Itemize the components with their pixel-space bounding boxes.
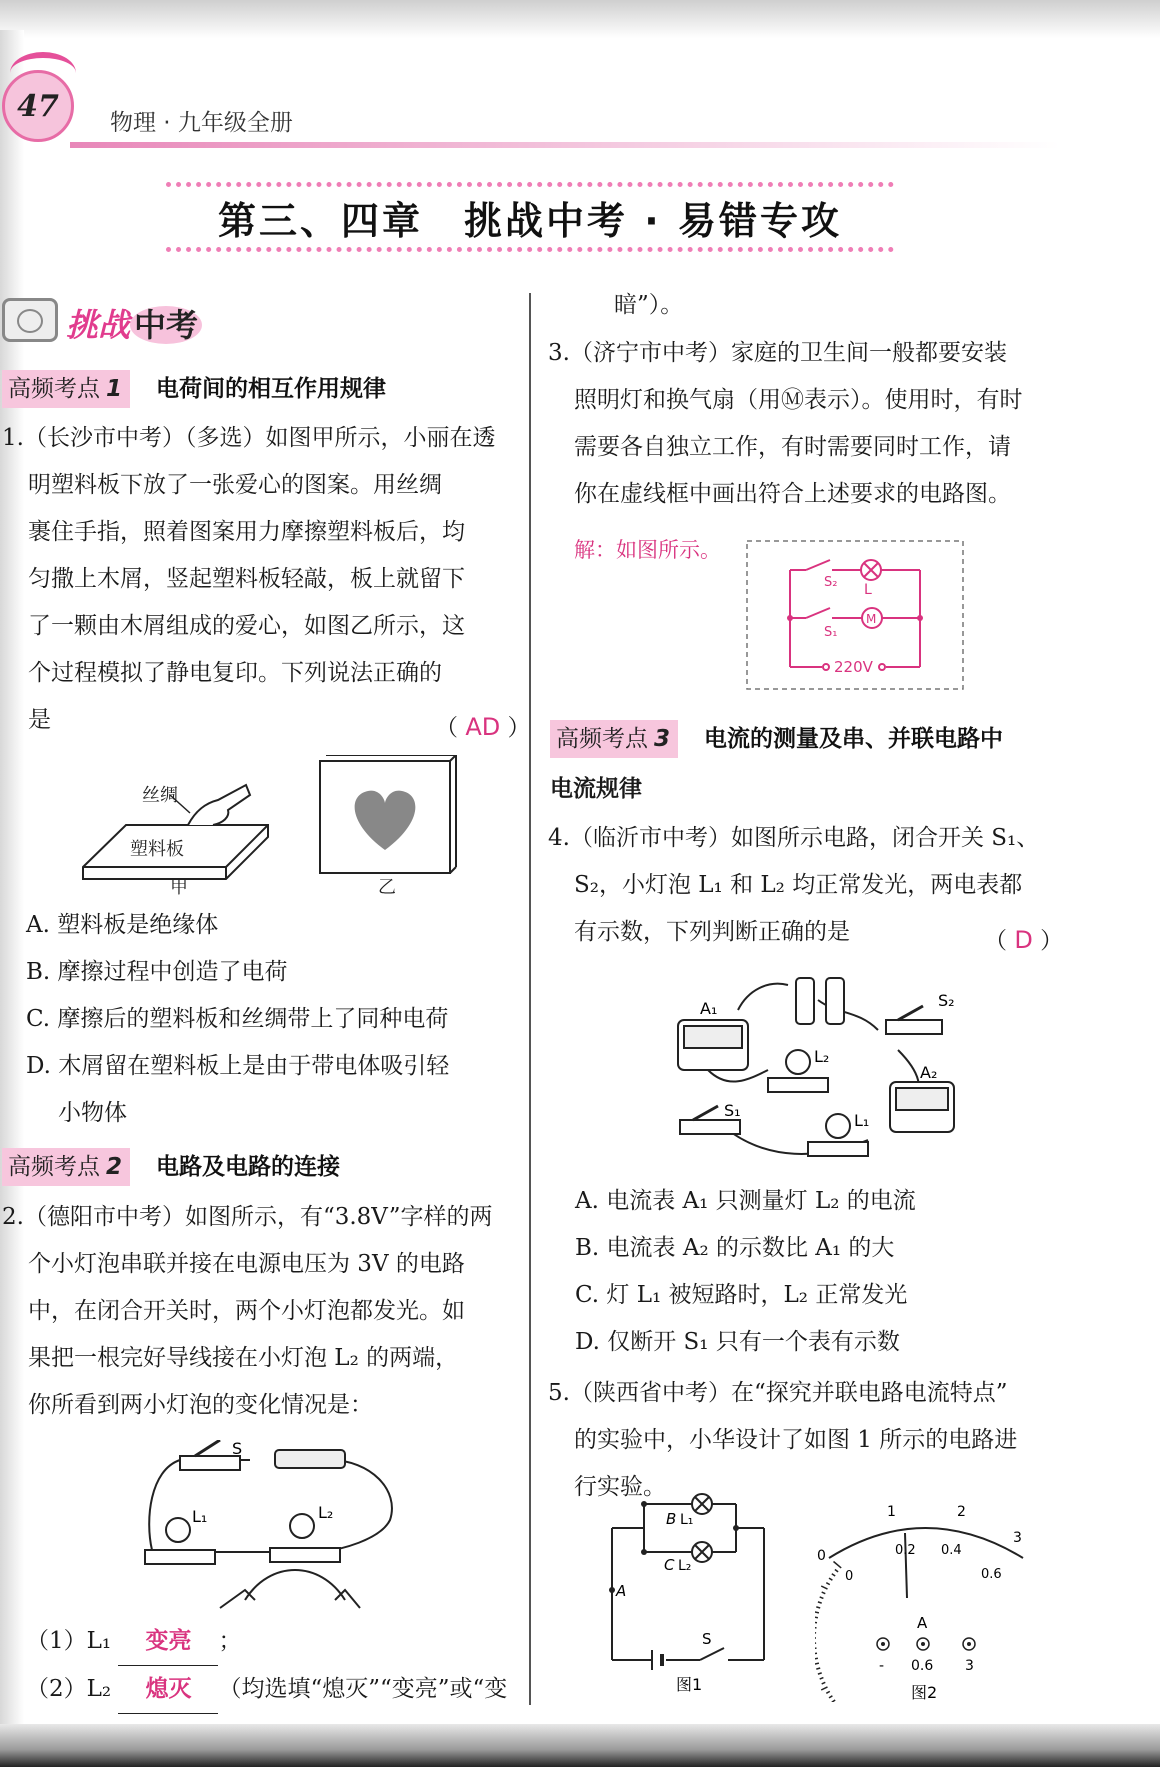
label-c: C — [664, 1556, 675, 1574]
key-point-tag — [2, 370, 130, 408]
bulb-l2-icon — [290, 1514, 314, 1538]
label-silk: 丝绸 — [142, 785, 178, 806]
meter-tick — [832, 1574, 835, 1576]
label-s: S — [702, 1630, 712, 1648]
battery-icon — [275, 1450, 345, 1468]
q5-line: 行实验。 — [574, 1474, 666, 1500]
left-shadow — [0, 30, 24, 1730]
q5-figure-2 — [815, 1488, 1035, 1702]
label-l1: L₁ — [192, 1507, 208, 1526]
short-wire — [245, 1570, 345, 1600]
meter-tick — [815, 1617, 818, 1618]
q4-option-a: A. 电流表 A₁ 只测量灯 L₂ 的电流 — [575, 1188, 916, 1214]
q4-options — [575, 1178, 1055, 1366]
q4-option-c: C. 灯 L₁ 被短路时，L₂ 正常发光 — [575, 1282, 908, 1308]
meter-tick — [829, 1578, 832, 1580]
meter-scale-arc — [829, 1528, 1023, 1558]
label-l1: L₁ — [854, 1111, 870, 1130]
terminal-06-label: 0.6 — [911, 1658, 934, 1674]
q3-circuit-diagram — [746, 540, 964, 690]
label-s1: S₁ — [724, 1101, 741, 1120]
q1-line: 裹住手指，照着图案用力摩擦塑料板后，均 — [28, 519, 465, 545]
q2-blank1-prefix: （1）L₁ — [26, 1628, 112, 1654]
q3-line: 需要各自独立工作，有时需要同时工作，请 — [574, 434, 1011, 460]
q3-line: 3.（济宁市中考）家庭的卫生间一般都要安装 — [548, 340, 1007, 366]
meter-tick — [821, 1586, 827, 1589]
column-divider — [529, 293, 531, 1705]
meter-tick — [832, 1700, 835, 1702]
label-b: B — [666, 1510, 677, 1528]
q2-line: 2.（德阳市中考）如图所示，有“3.8V”字样的两 — [2, 1204, 493, 1230]
key-point-3-cont — [550, 770, 642, 808]
q4-line: 4.（临沂市中考）如图所示电路，闭合开关 S₁、 — [548, 825, 1040, 851]
q2-line: 个小灯泡串联并接在电源电压为 3V 的电路 — [28, 1251, 465, 1277]
key-point-tag — [550, 720, 678, 758]
q1-option-b: B. 摩擦过程中创造了电荷 — [26, 959, 288, 985]
lamp-base-l2 — [768, 1078, 828, 1092]
q2-continuation: 暗”）。 — [614, 292, 684, 318]
meter-tick — [815, 1658, 818, 1659]
meter-tick — [821, 1687, 827, 1690]
meter-tick — [816, 1668, 820, 1669]
q2-line: 中，在闭合开关时，两个小灯泡都发光。如 — [28, 1298, 465, 1324]
q2-line: 你所看到两小灯泡的变化情况是： — [28, 1392, 373, 1418]
q4-answer-bracket: （ D ） — [984, 926, 1064, 954]
key-point-tag-text: 高频考点 — [556, 726, 648, 752]
label-l1: L₁ — [680, 1512, 694, 1528]
q1-option-d-cont: 小物体 — [58, 1100, 127, 1126]
q2-line: 果把一根完好导线接在小灯泡 L₂ 的两端， — [28, 1345, 459, 1371]
key-point-number: 2 — [106, 1154, 123, 1180]
tick-3-outer: 3 — [1013, 1530, 1022, 1546]
q4-figure — [668, 970, 968, 1170]
chapter-title-box — [166, 182, 894, 252]
q2-blank1-suffix: ； — [218, 1628, 242, 1654]
key-point-tag-text: 高频考点 — [8, 376, 100, 402]
label-jia: 甲 — [170, 877, 188, 895]
battery-1-icon — [796, 978, 814, 1024]
q4-option-d: D. 仅断开 S₁ 只有一个表有示数 — [575, 1329, 900, 1355]
q1-line: 是 — [28, 707, 51, 733]
key-point-tag-text: 高频考点 — [8, 1154, 100, 1180]
q4-line: 有示数，下列判断正确的是 — [574, 919, 850, 945]
q3-line: 你在虚线框中画出符合上述要求的电路图。 — [574, 481, 1011, 507]
meter-tick — [820, 1597, 824, 1599]
q4-option-b: B. 电流表 A₂ 的示数比 A₁ 的大 — [575, 1235, 895, 1261]
q1-option-d: D. 木屑留在塑料板上是由于带电体吸引轻 — [26, 1053, 450, 1079]
tick-1-outer: 1 — [887, 1504, 896, 1520]
label-s1: S₁ — [824, 625, 838, 640]
meter-tick — [822, 1682, 826, 1684]
label-board: 塑料板 — [130, 839, 184, 860]
bottom-shadow — [0, 1724, 1160, 1767]
q2-blank1-line — [26, 1618, 526, 1666]
meter-tick — [822, 1592, 826, 1594]
lamp-base-l1 — [145, 1550, 215, 1564]
header-rule — [70, 142, 1060, 148]
q1-line: 1.（长沙市中考）（多选）如图甲所示，小丽在透 — [2, 425, 496, 451]
label-l2: L₂ — [318, 1503, 334, 1522]
question-3 — [548, 330, 1068, 518]
meter-tick — [826, 1583, 830, 1585]
tick-0-outer: 0 — [817, 1548, 826, 1564]
meter-tick — [815, 1663, 819, 1665]
q1-line: 匀撒上木屑，竖起塑料板轻敲，板上就留下 — [28, 566, 465, 592]
q1-answer: AD — [465, 713, 501, 741]
q5-line: 的实验中，小华设计了如图 1 所示的电路进 — [574, 1427, 1018, 1453]
meter-tick — [815, 1653, 817, 1654]
switch-s — [180, 1456, 240, 1470]
q1-answer-bracket: （ AD ） — [435, 713, 531, 741]
key-point-2 — [2, 1148, 340, 1186]
key-point-tag — [2, 1148, 130, 1186]
page-number-badge — [2, 70, 74, 142]
label-s2: S₂ — [824, 575, 838, 590]
lamp-base-l2 — [270, 1548, 340, 1562]
label-l2: L₂ — [678, 1558, 692, 1574]
tick-0-inner: 0 — [845, 1569, 854, 1584]
book-title: 物理 · 九年级全册 — [110, 110, 293, 136]
top-shadow — [0, 0, 1160, 38]
bulb-l2-icon — [786, 1050, 810, 1074]
meter-tick — [816, 1607, 820, 1608]
bulb-l1-icon — [166, 1518, 190, 1542]
meter-tick — [835, 1570, 838, 1572]
switch-s2-icon — [886, 1020, 942, 1034]
q4-line: S₂，小灯泡 L₁ 和 L₂ 均正常发光，两电表都 — [574, 872, 1023, 898]
terminal-3-label: 3 — [965, 1658, 974, 1674]
q2-blank2-line — [26, 1666, 526, 1714]
key-point-name: 电荷间的相互作用规律 — [156, 376, 387, 402]
meter-tick — [818, 1602, 822, 1603]
q2-blank2-prefix: （2）L₂ — [26, 1676, 112, 1702]
q1-options — [26, 902, 516, 1137]
label-s2: S₂ — [938, 991, 955, 1010]
meter-tick — [815, 1622, 817, 1623]
page-number: 47 — [17, 88, 59, 124]
battery-2-icon — [826, 978, 844, 1024]
q5-line: 5.（陕西省中考）在“探究并联电路电流特点” — [548, 1380, 1008, 1406]
label-yi: 乙 — [378, 877, 396, 895]
unit-a: A — [917, 1614, 928, 1632]
q1-line: 明塑料板下放了一张爱心的图案。用丝绸 — [28, 472, 442, 498]
key-point-number: 1 — [106, 376, 123, 402]
label-m: M — [866, 612, 877, 626]
bulb-l1-icon — [826, 1114, 850, 1138]
label-a2: A₂ — [920, 1063, 938, 1082]
caption-fig1: 图1 — [676, 1675, 703, 1694]
q1-option-c: C. 摩擦后的塑料板和丝绸带上了同种电荷 — [26, 1006, 449, 1032]
meter-tick — [834, 1562, 842, 1568]
tick-02: 0.2 — [895, 1543, 916, 1558]
label-a: A — [616, 1582, 627, 1600]
key-point-name: 电流的测量及串、并联电路中 — [704, 726, 1004, 752]
switch-s1-icon — [680, 1120, 740, 1134]
key-point-name: 电路及电路的连接 — [156, 1154, 341, 1180]
q2-blanks — [26, 1618, 526, 1714]
q5-figure-1 — [600, 1490, 780, 1700]
tv-icon — [2, 298, 58, 342]
meter-tick — [815, 1611, 819, 1613]
tick-2-outer: 2 — [957, 1504, 966, 1520]
label-l: L — [864, 582, 872, 598]
tick-06: 0.6 — [981, 1567, 1002, 1582]
question-1 — [2, 415, 512, 744]
meter-tick — [829, 1696, 832, 1698]
q4-answer: D — [1014, 926, 1033, 954]
q1-line: 了一颗由木屑组成的爱心，如图乙所示，这 — [28, 613, 465, 639]
key-point-1 — [2, 370, 386, 408]
key-point-name-cont: 电流规律 — [550, 776, 642, 802]
section-heading-part1: 挑战 — [66, 306, 131, 344]
chapter-title: 第三、四章 挑战中考 · 易错专攻 — [218, 198, 842, 243]
q2-blank2-suffix: （均选填“熄灭”“变亮”或“变 — [218, 1676, 508, 1702]
question-2 — [2, 1194, 517, 1429]
terminal-minus-label: - — [879, 1658, 885, 1674]
q2-blank2-answer: 熄灭 — [118, 1666, 218, 1714]
q3-line: 照明灯和换气扇（用Ⓜ表示）。使用时，有时 — [574, 387, 1023, 413]
lamp-base-l1 — [808, 1142, 868, 1156]
q1-figure — [78, 755, 468, 895]
q2-blank1-answer: 变亮 — [118, 1618, 218, 1666]
section-heading-part2: 中考 — [130, 306, 202, 344]
q1-line: 个过程模拟了静电复印。下列说法正确的 — [28, 660, 442, 686]
label-220v: 220V — [834, 658, 873, 676]
section-heading — [66, 300, 202, 346]
hand-icon — [188, 785, 250, 825]
key-point-number: 3 — [654, 726, 671, 752]
label-s: S — [232, 1440, 243, 1458]
key-point-3 — [550, 720, 1003, 758]
meter-tick — [826, 1691, 830, 1693]
meter-tick — [818, 1673, 822, 1674]
q3-solution-label: 解：如图所示。 — [574, 538, 721, 562]
meter-tick — [820, 1678, 824, 1680]
caption-fig2: 图2 — [911, 1683, 938, 1702]
q1-option-a: A. 塑料板是绝缘体 — [26, 912, 219, 938]
tick-04: 0.4 — [941, 1543, 962, 1558]
label-l2: L₂ — [814, 1047, 830, 1066]
label-a1: A₁ — [700, 999, 718, 1018]
q2-figure — [140, 1440, 400, 1610]
